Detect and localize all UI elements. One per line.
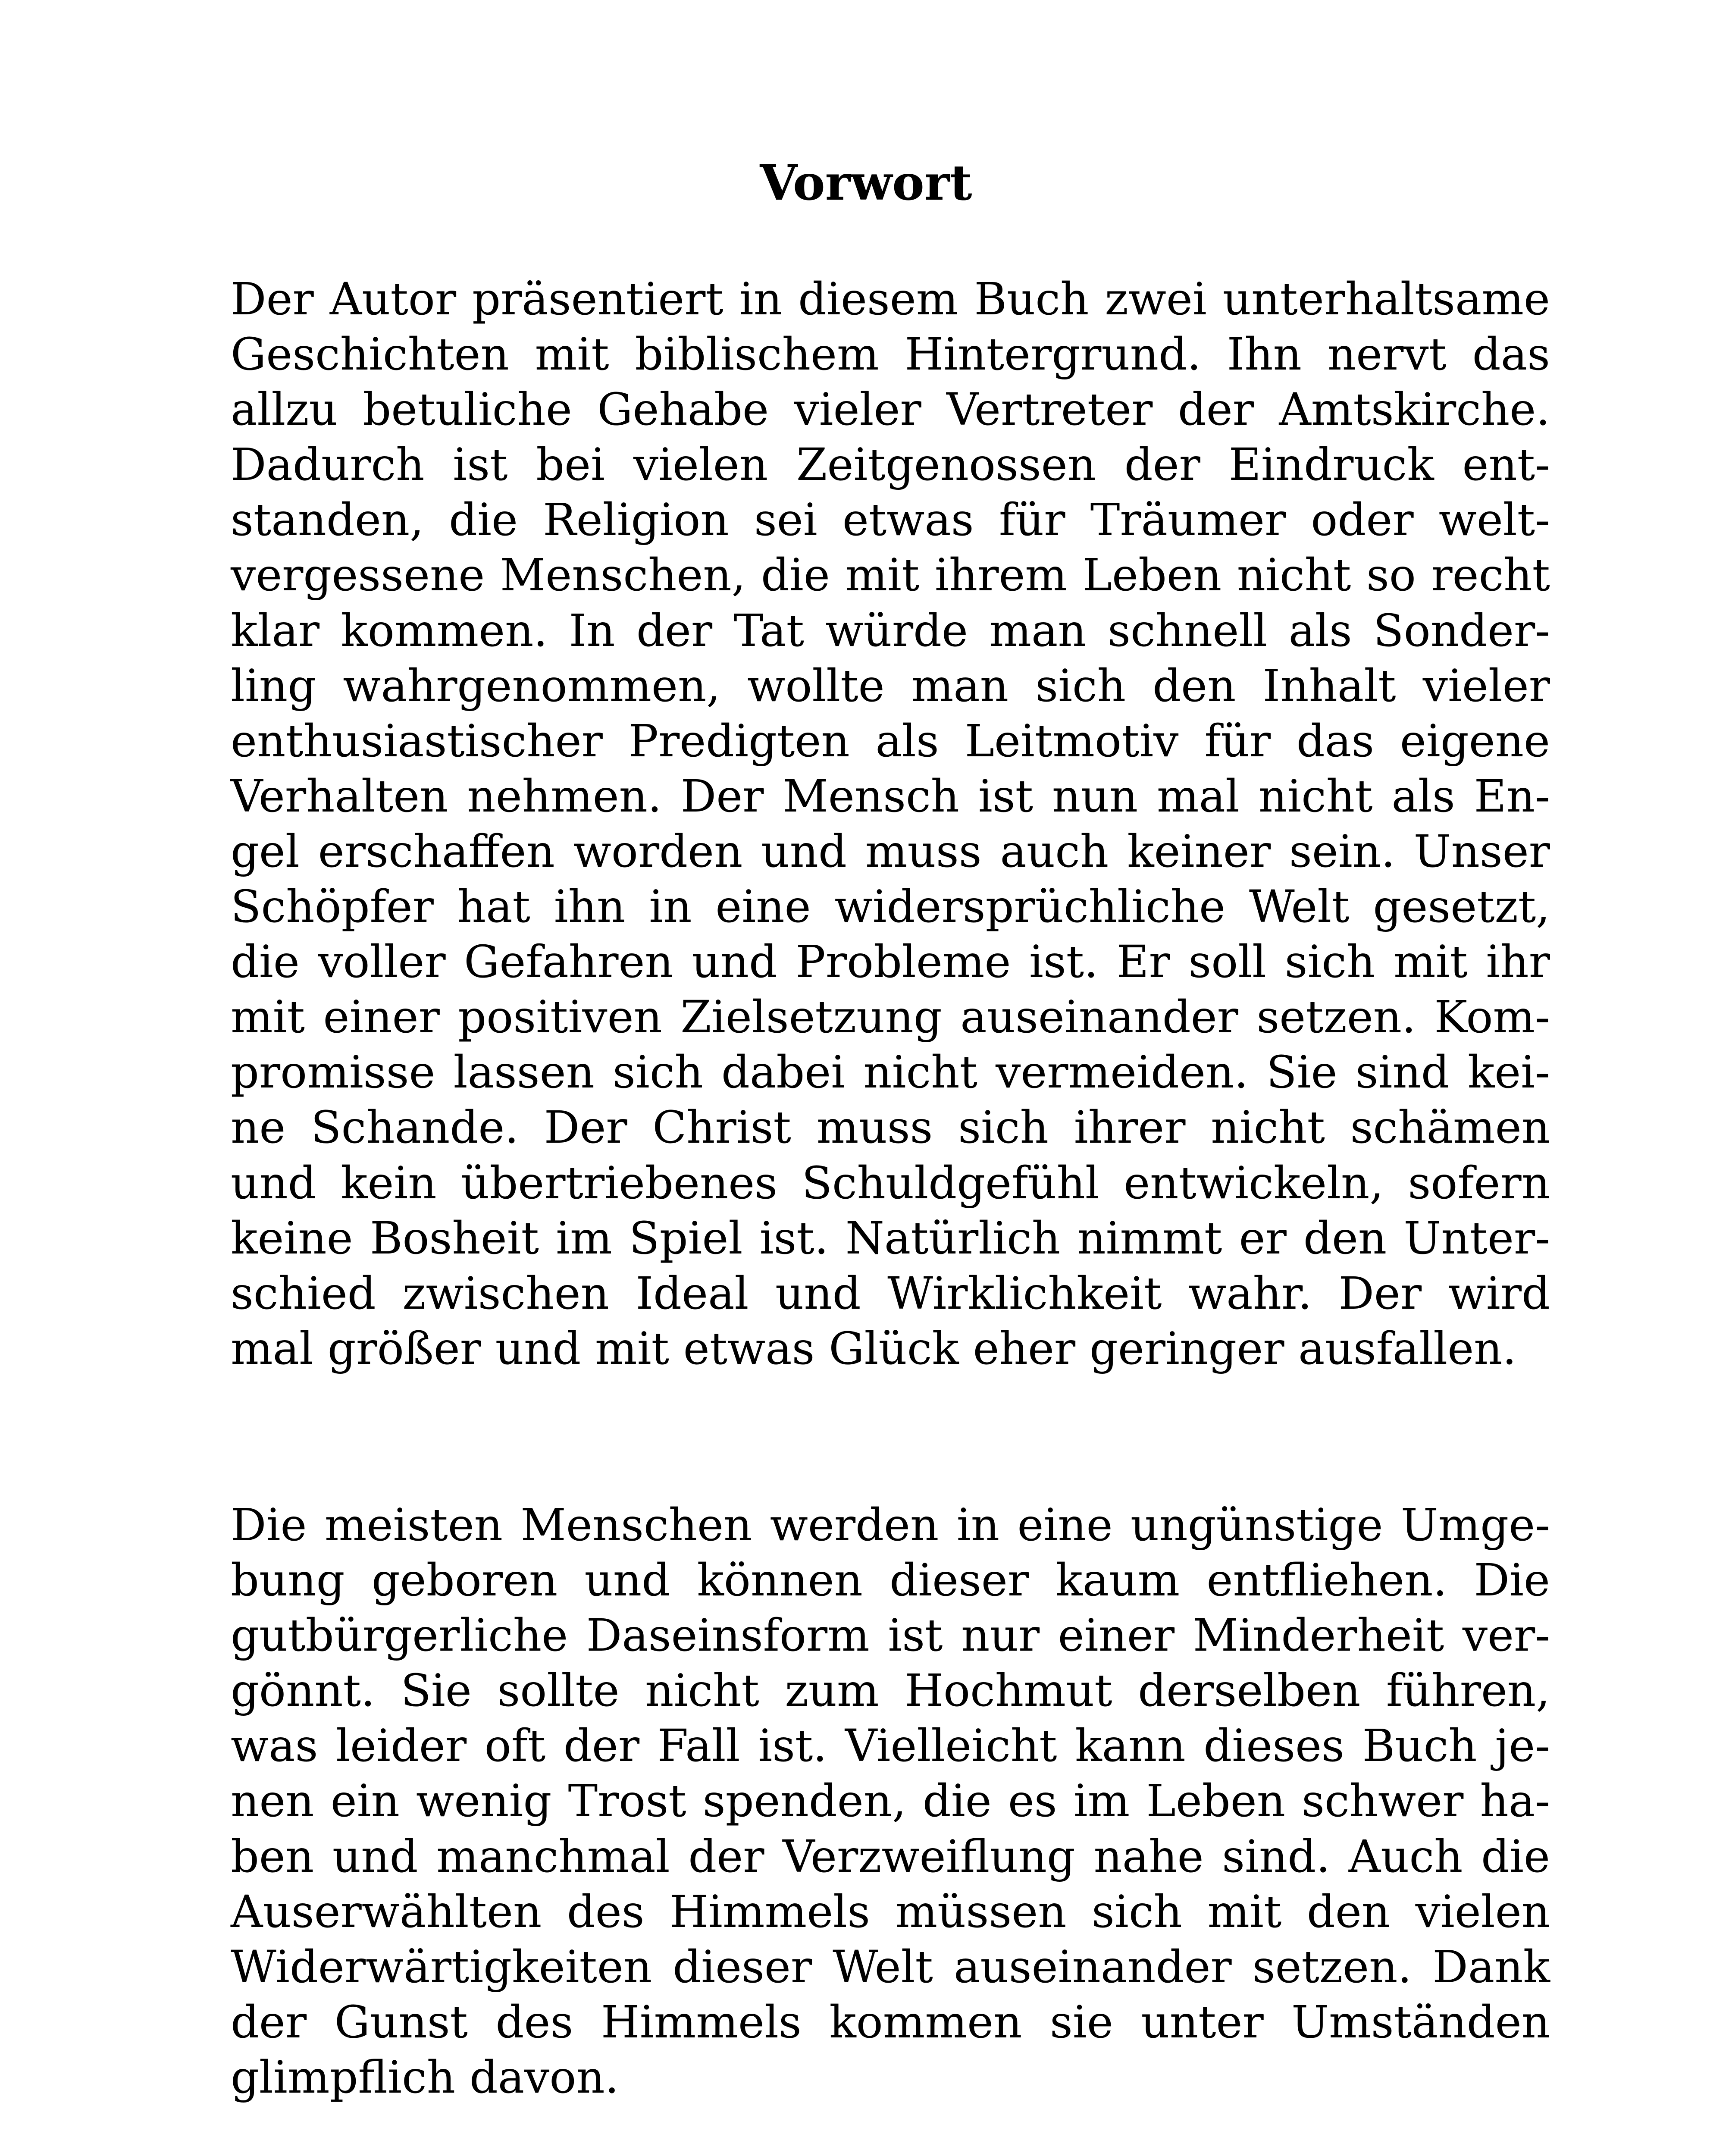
text-line: Dadurch ist bei vielen Zeitgenossen der Eindruck ent- bbox=[231, 439, 1550, 491]
text-line: Die meisten Menschen werden in eine ungünstige Umge- bbox=[231, 1499, 1550, 1551]
text-line: ling wahrgenommen, wollte man sich den Inhalt vieler bbox=[231, 660, 1550, 712]
text-line: ben und manchmal der Verzweiflung nahe sind. Auch die bbox=[231, 1830, 1550, 1883]
paragraph-1 bbox=[231, 272, 1550, 1376]
text-line: was leider oft der Fall ist. Vielleicht kann dieses Buch je- bbox=[231, 1720, 1550, 1772]
text-line: allzu betuliche Gehabe vieler Vertreter der Amtskirche. bbox=[231, 384, 1550, 436]
text-line: bung geboren und können dieser kaum entfliehen. Die bbox=[231, 1554, 1550, 1607]
paragraph-2 bbox=[231, 1498, 1550, 2105]
text-line: standen, die Religion sei etwas für Träumer oder welt- bbox=[231, 494, 1550, 546]
text-line: klar kommen. In der Tat würde man schnell als Sonder- bbox=[231, 605, 1550, 657]
chapter-title: Vorwort bbox=[760, 155, 972, 211]
text-line: mal größer und mit etwas Glück eher geringer ausfallen. bbox=[231, 1322, 1517, 1375]
text-line: der Gunst des Himmels kommen sie unter Umständen bbox=[231, 1996, 1550, 2048]
text-line: keine Bosheit im Spiel ist. Natürlich nimmt er den Unter- bbox=[231, 1212, 1550, 1264]
text-line: Widerwärtigkeiten dieser Welt auseinander setzen. Dank bbox=[231, 1941, 1550, 1993]
text-line: gutbürgerliche Daseinsform ist nur einer Minderheit ver- bbox=[231, 1610, 1550, 1662]
text-line: die voller Gefahren und Probleme ist. Er soll sich mit ihr bbox=[231, 936, 1550, 988]
text-line: und kein übertriebenes Schuldgefühl entwickeln, sofern bbox=[231, 1157, 1550, 1209]
text-line: glimpflich davon. bbox=[231, 2051, 619, 2103]
text-line: gel erschaffen worden und muss auch keiner sein. Unser bbox=[231, 825, 1550, 877]
text-line: nen ein wenig Trost spenden, die es im Leben schwer ha- bbox=[231, 1775, 1550, 1827]
text-line: Geschichten mit biblischem Hintergrund. Ihn nervt das bbox=[231, 329, 1550, 381]
text-line: schied zwischen Ideal und Wirklichkeit wahr. Der wird bbox=[231, 1267, 1550, 1319]
text-line: promisse lassen sich dabei nicht vermeiden. Sie sind kei- bbox=[231, 1047, 1550, 1099]
text-line: enthusiastischer Predigten als Leitmotiv für das eigene bbox=[231, 715, 1550, 767]
text-line: mit einer positiven Zielsetzung auseinander setzen. Kom- bbox=[231, 991, 1550, 1044]
text-line: Verhalten nehmen. Der Mensch ist nun mal nicht als En- bbox=[231, 770, 1550, 822]
text-line: gönnt. Sie sollte nicht zum Hochmut derselben führen, bbox=[231, 1665, 1550, 1717]
text-line: ne Schande. Der Christ muss sich ihrer nicht schämen bbox=[231, 1102, 1550, 1154]
text-line: vergessene Menschen, die mit ihrem Leben nicht so recht bbox=[231, 549, 1550, 602]
text-line: Schöpfer hat ihn in eine widersprüchliche Welt gesetzt, bbox=[231, 881, 1550, 933]
text-line: Der Autor präsentiert in diesem Buch zwei unterhaltsame bbox=[231, 273, 1550, 325]
text-line: Auserwählten des Himmels müssen sich mit den vielen bbox=[231, 1886, 1550, 1938]
